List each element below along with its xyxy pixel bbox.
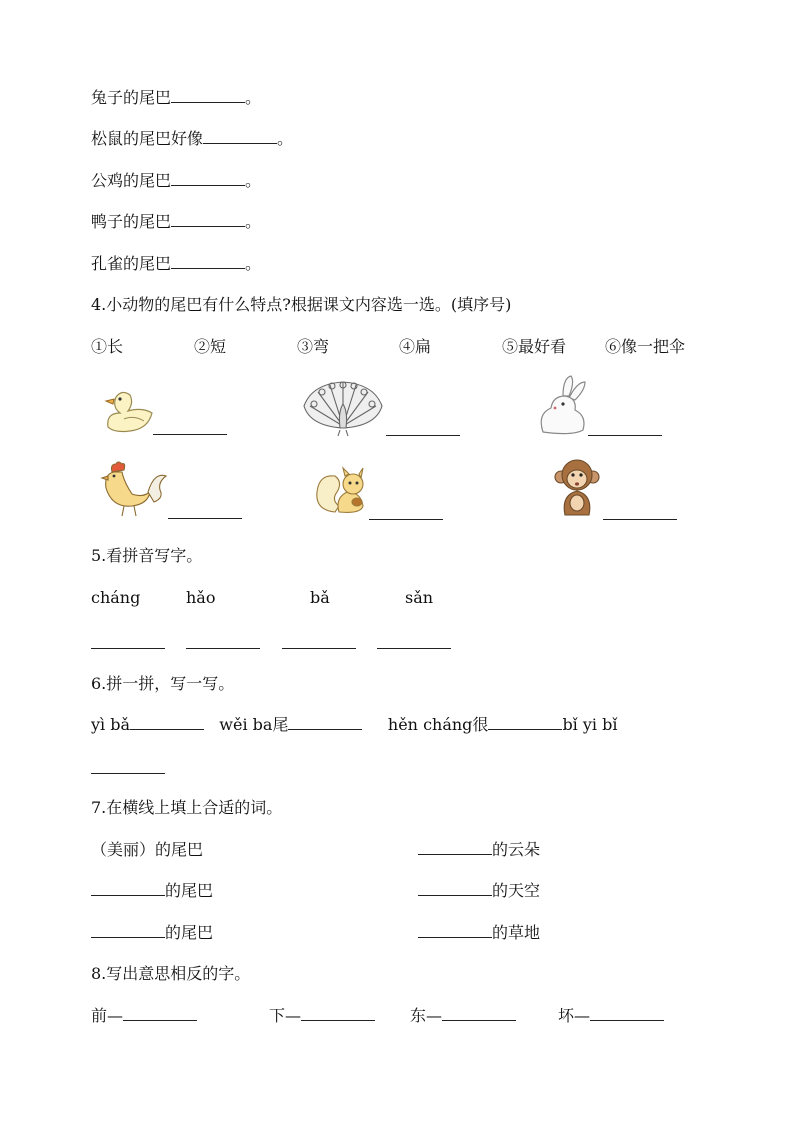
- q6-line: yì bǎ wěi ba尾 hěn cháng很 bǐ yi bǐ: [91, 715, 618, 734]
- answer-blank-duck[interactable]: [153, 433, 227, 435]
- pinyin-4: sǎn: [405, 588, 434, 607]
- antonym-2: 下—: [269, 1005, 375, 1027]
- pinyin-3: bǎ: [310, 588, 330, 607]
- option-4: ④扁: [399, 337, 432, 356]
- sentence-rooster: 公鸡的尾巴 。: [91, 171, 262, 190]
- squirrel-icon: [313, 462, 373, 518]
- sentence-duck: 鸭子的尾巴 。: [91, 212, 262, 231]
- answer-blank[interactable]: [377, 647, 451, 649]
- rabbit-icon: [533, 374, 591, 438]
- q6-title: 6.拼一拼，写一写。: [91, 674, 235, 693]
- peacock-icon: [300, 376, 386, 438]
- answer-blank-peacock[interactable]: [386, 434, 460, 436]
- answer-blank[interactable]: [418, 923, 492, 938]
- answer-blank[interactable]: [91, 647, 165, 649]
- sentence-squirrel: 松鼠的尾巴好像 。: [91, 129, 294, 148]
- sentence-rabbit: 兔子的尾巴 。: [91, 88, 262, 107]
- q7-left-1: （美丽）的尾巴: [91, 840, 204, 859]
- answer-blank[interactable]: [590, 1006, 664, 1021]
- answer-blank[interactable]: [186, 647, 260, 649]
- pinyin-1: cháng: [91, 588, 141, 607]
- answer-blank[interactable]: [91, 923, 165, 938]
- answer-blank-rooster[interactable]: [168, 517, 242, 519]
- duck-icon: [100, 383, 156, 437]
- answer-blank[interactable]: [171, 254, 245, 269]
- answer-blank[interactable]: [488, 715, 562, 730]
- antonym-4: 坏—: [558, 1005, 664, 1027]
- pinyin-2: hǎo: [186, 588, 216, 607]
- answer-blank[interactable]: [442, 1006, 516, 1021]
- option-5: ⑤最好看: [502, 337, 567, 356]
- sentence-peacock: 孔雀的尾巴 。: [91, 254, 262, 273]
- answer-blank[interactable]: [288, 715, 362, 730]
- q7-title: 7.在横线上填上合适的词。: [91, 798, 283, 817]
- answer-blank-squirrel[interactable]: [369, 518, 443, 520]
- answer-blank[interactable]: [123, 1006, 197, 1021]
- option-1: ①长: [91, 337, 124, 356]
- answer-blank[interactable]: [91, 881, 165, 896]
- q7-right-3: 的草地: [418, 922, 540, 944]
- antonym-3: 东—: [410, 1005, 516, 1027]
- answer-blank[interactable]: [91, 772, 165, 774]
- option-3: ③弯: [297, 337, 330, 356]
- q7-right-1: 的云朵: [418, 839, 540, 861]
- answer-blank-rabbit[interactable]: [588, 434, 662, 436]
- answer-blank[interactable]: [171, 212, 245, 227]
- answer-blank[interactable]: [203, 129, 277, 144]
- antonym-1: 前—: [91, 1005, 197, 1027]
- rooster-icon: [98, 458, 170, 520]
- q7-left-3: 的尾巴: [91, 922, 213, 944]
- answer-blank[interactable]: [171, 171, 245, 186]
- answer-blank[interactable]: [171, 88, 245, 103]
- option-2: ②短: [194, 337, 227, 356]
- answer-blank[interactable]: [418, 840, 492, 855]
- q7-right-2: 的天空: [418, 880, 540, 902]
- monkey-icon: [551, 455, 605, 519]
- q4-title: 4.小动物的尾巴有什么特点?根据课文内容选一选。(填序号): [91, 295, 512, 314]
- answer-blank[interactable]: [282, 647, 356, 649]
- option-6: ⑥像一把伞: [605, 337, 686, 356]
- answer-blank[interactable]: [301, 1006, 375, 1021]
- answer-blank[interactable]: [418, 881, 492, 896]
- q8-title: 8.写出意思相反的字。: [91, 964, 251, 983]
- q7-left-2: 的尾巴: [91, 880, 213, 902]
- answer-blank-monkey[interactable]: [603, 518, 677, 520]
- answer-blank[interactable]: [130, 715, 204, 730]
- q5-title: 5.看拼音写字。: [91, 546, 203, 565]
